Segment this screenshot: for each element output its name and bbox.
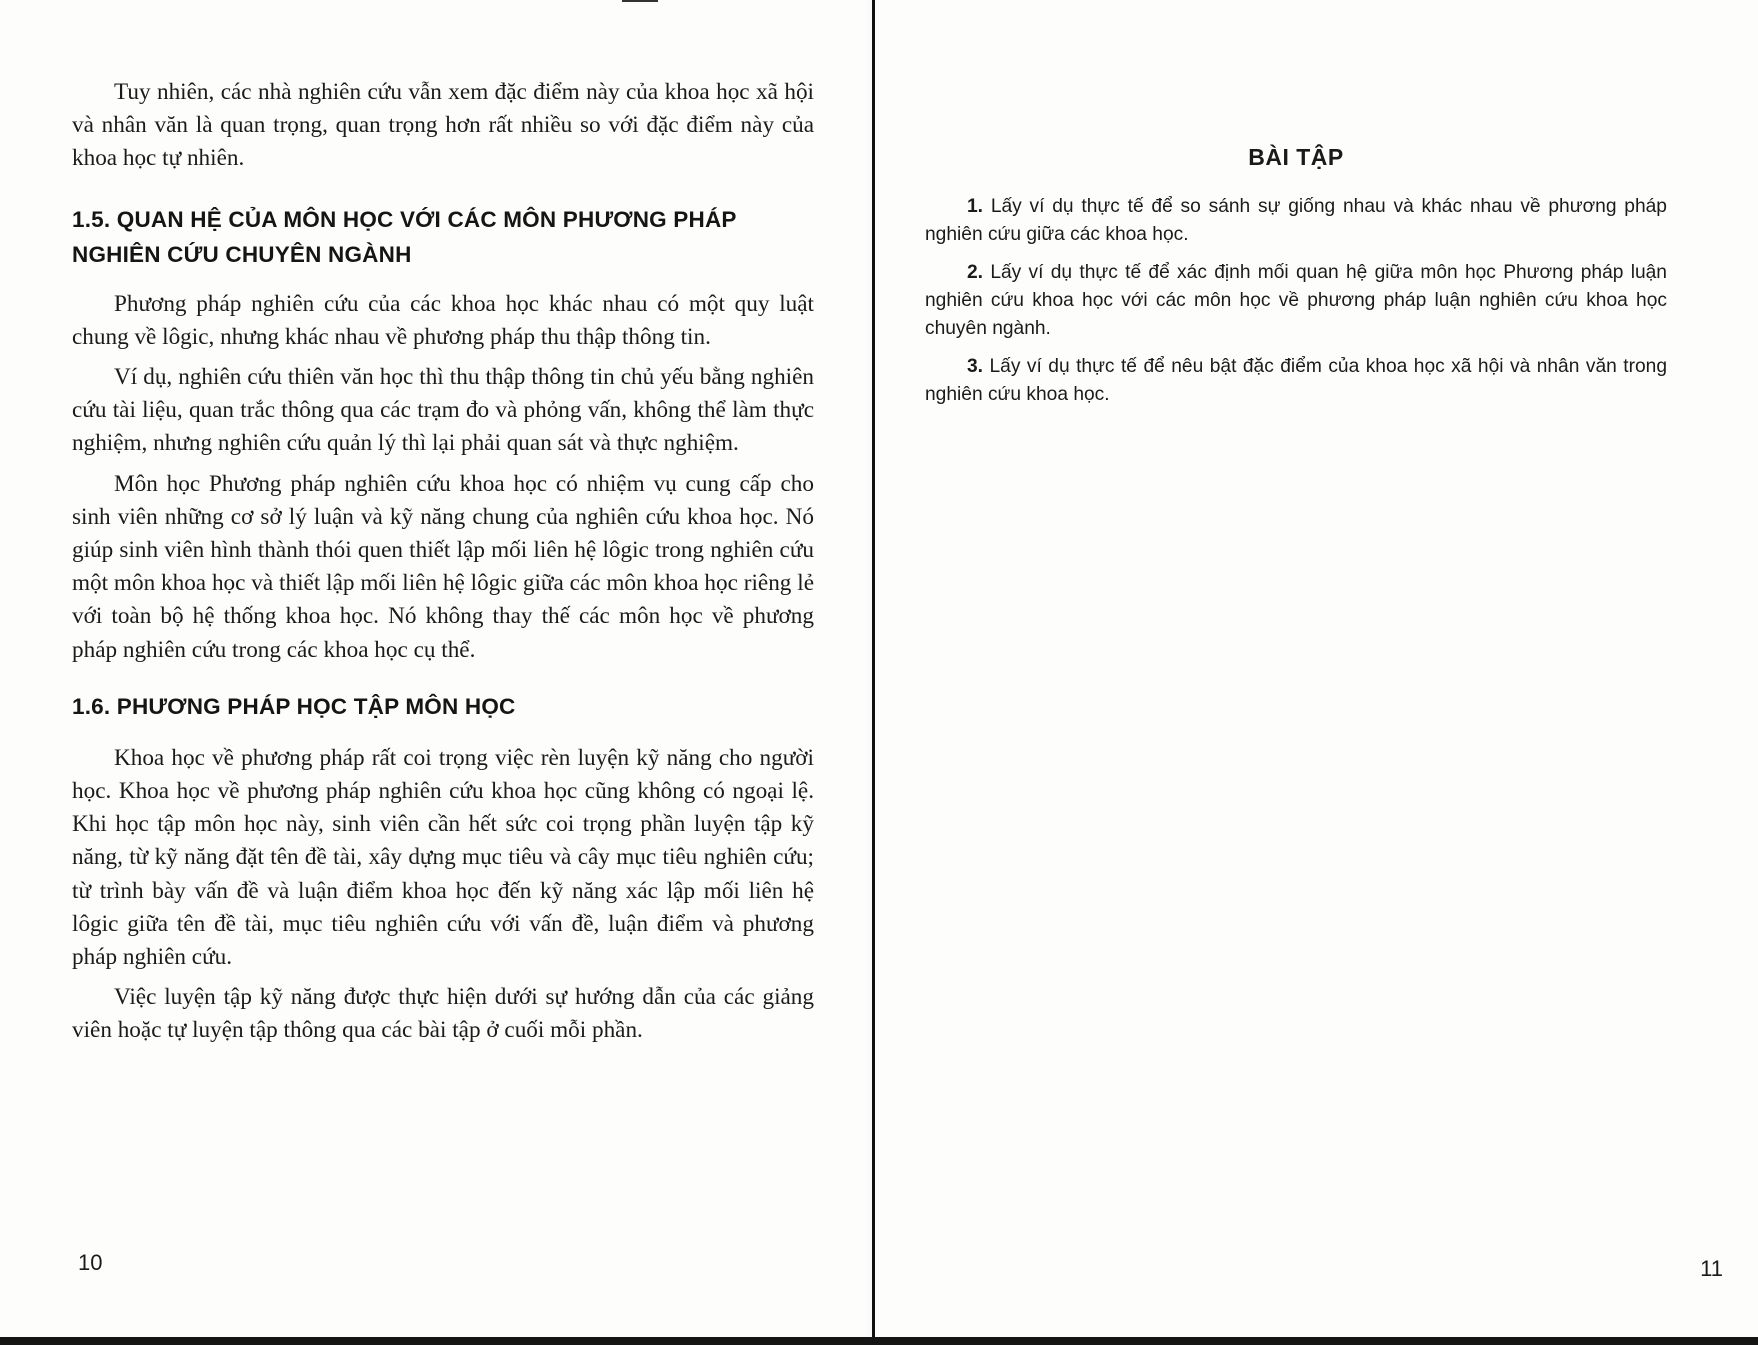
section-1-5-paragraph-3: Môn học Phương pháp nghiên cứu khoa học có nhiệm vụ cung cấp cho sinh viên những cơ sở lý luận và kỹ năng chung của nghiên cứu khoa học. Nó giúp sinh viên hình thành thói quen thiết lập mối liên hệ lôgic trong nghiên cứu một môn khoa học và thiết lập mối liên hệ lôgic giữa các môn khoa học riêng lẻ với toàn bộ hệ thống khoa học. Nó không thay thế các môn học về phương pháp nghiên cứu trong các khoa học cụ thể.	[72, 470, 814, 663]
scan-bottom-edge	[0, 1337, 1758, 1345]
intro-paragraph: Tuy nhiên, các nhà nghiên cứu vẫn xem đặc điểm này của khoa học xã hội và nhân văn là quan trọng, quan trọng hơn rất nhiều so với đặc điểm này của khoa học tự nhiên.	[72, 79, 814, 172]
section-1-6-heading: 1.6. PHƯƠNG PHÁP HỌC TẬP MÔN HỌC	[72, 693, 516, 719]
left-page-content	[72, 76, 814, 1055]
left-page	[0, 0, 866, 1345]
exercises-title: BÀI TẬP	[1248, 144, 1344, 170]
exercises-section	[925, 144, 1667, 419]
exercise-number: 1.	[967, 196, 984, 217]
section-1-6-paragraph-1: Khoa học về phương pháp rất coi trọng việc rèn luyện kỹ năng cho người học. Khoa học về phương pháp nghiên cứu khoa học cũng không có ngoại lệ. Khi học tập môn học này, sinh viên cần hết sức coi trọng phần luyện tập kỹ năng, từ kỹ năng đặt tên đề tài, xây dựng mục tiêu và cây mục tiêu nghiên cứu; từ trình bày vấn đề và luận điểm khoa học đến kỹ năng xác lập mối liên hệ lôgic giữa tên đề tài, mục tiêu nghiên cứu với vấn đề, luận điểm và phương pháp nghiên cứu.	[72, 744, 814, 971]
exercise-text: Lấy ví dụ thực tế để nêu bật đặc điểm của khoa học xã hội và nhân văn trong nghiên cứu khoa học.	[925, 356, 1667, 405]
exercise-item-3	[925, 353, 1667, 409]
exercise-item-2	[925, 259, 1667, 343]
section-1-5-paragraph-2: Ví dụ, nghiên cứu thiên văn học thì thu thập thông tin chủ yếu bằng nghiên cứu tài liệu, quan trắc thông qua các trạm đo và phỏng vấn, không thể làm thực nghiệm, nhưng nghiên cứu quản lý thì lại phải quan sát và thực nghiệm.	[72, 364, 814, 457]
exercise-number: 2.	[967, 262, 984, 283]
exercise-number: 3.	[967, 356, 984, 377]
section-1-5-paragraph-1: Phương pháp nghiên cứu của các khoa học khác nhau có một quy luật chung về lôgic, nhưng khác nhau về phương pháp thu thập thông tin.	[72, 290, 814, 350]
exercise-text: Lấy ví dụ thực tế để xác định mối quan hệ giữa môn học Phương pháp luận nghiên cứu khoa học với các môn học về phương pháp luận nghiên cứu khoa học chuyên ngành.	[925, 262, 1667, 339]
left-page-number: 10	[78, 1250, 103, 1275]
right-page	[872, 0, 1758, 1345]
exercise-text: Lấy ví dụ thực tế để so sánh sự giống nhau và khác nhau về phương pháp nghiên cứu giữa các khoa học.	[925, 196, 1667, 245]
exercise-item-1	[925, 193, 1667, 249]
section-1-6-paragraph-2: Việc luyện tập kỹ năng được thực hiện dưới sự hướng dẫn của các giảng viên hoặc tự luyện tập thông qua các bài tập ở cuối mỗi phần.	[72, 984, 814, 1044]
section-1-5-heading: 1.5. QUAN HỆ CỦA MÔN HỌC VỚI CÁC MÔN PHƯƠNG PHÁP NGHIÊN CỨU CHUYÊN NGÀNH	[72, 206, 737, 267]
scan-mark	[622, 0, 658, 2]
right-page-number: 11	[1700, 1256, 1723, 1281]
